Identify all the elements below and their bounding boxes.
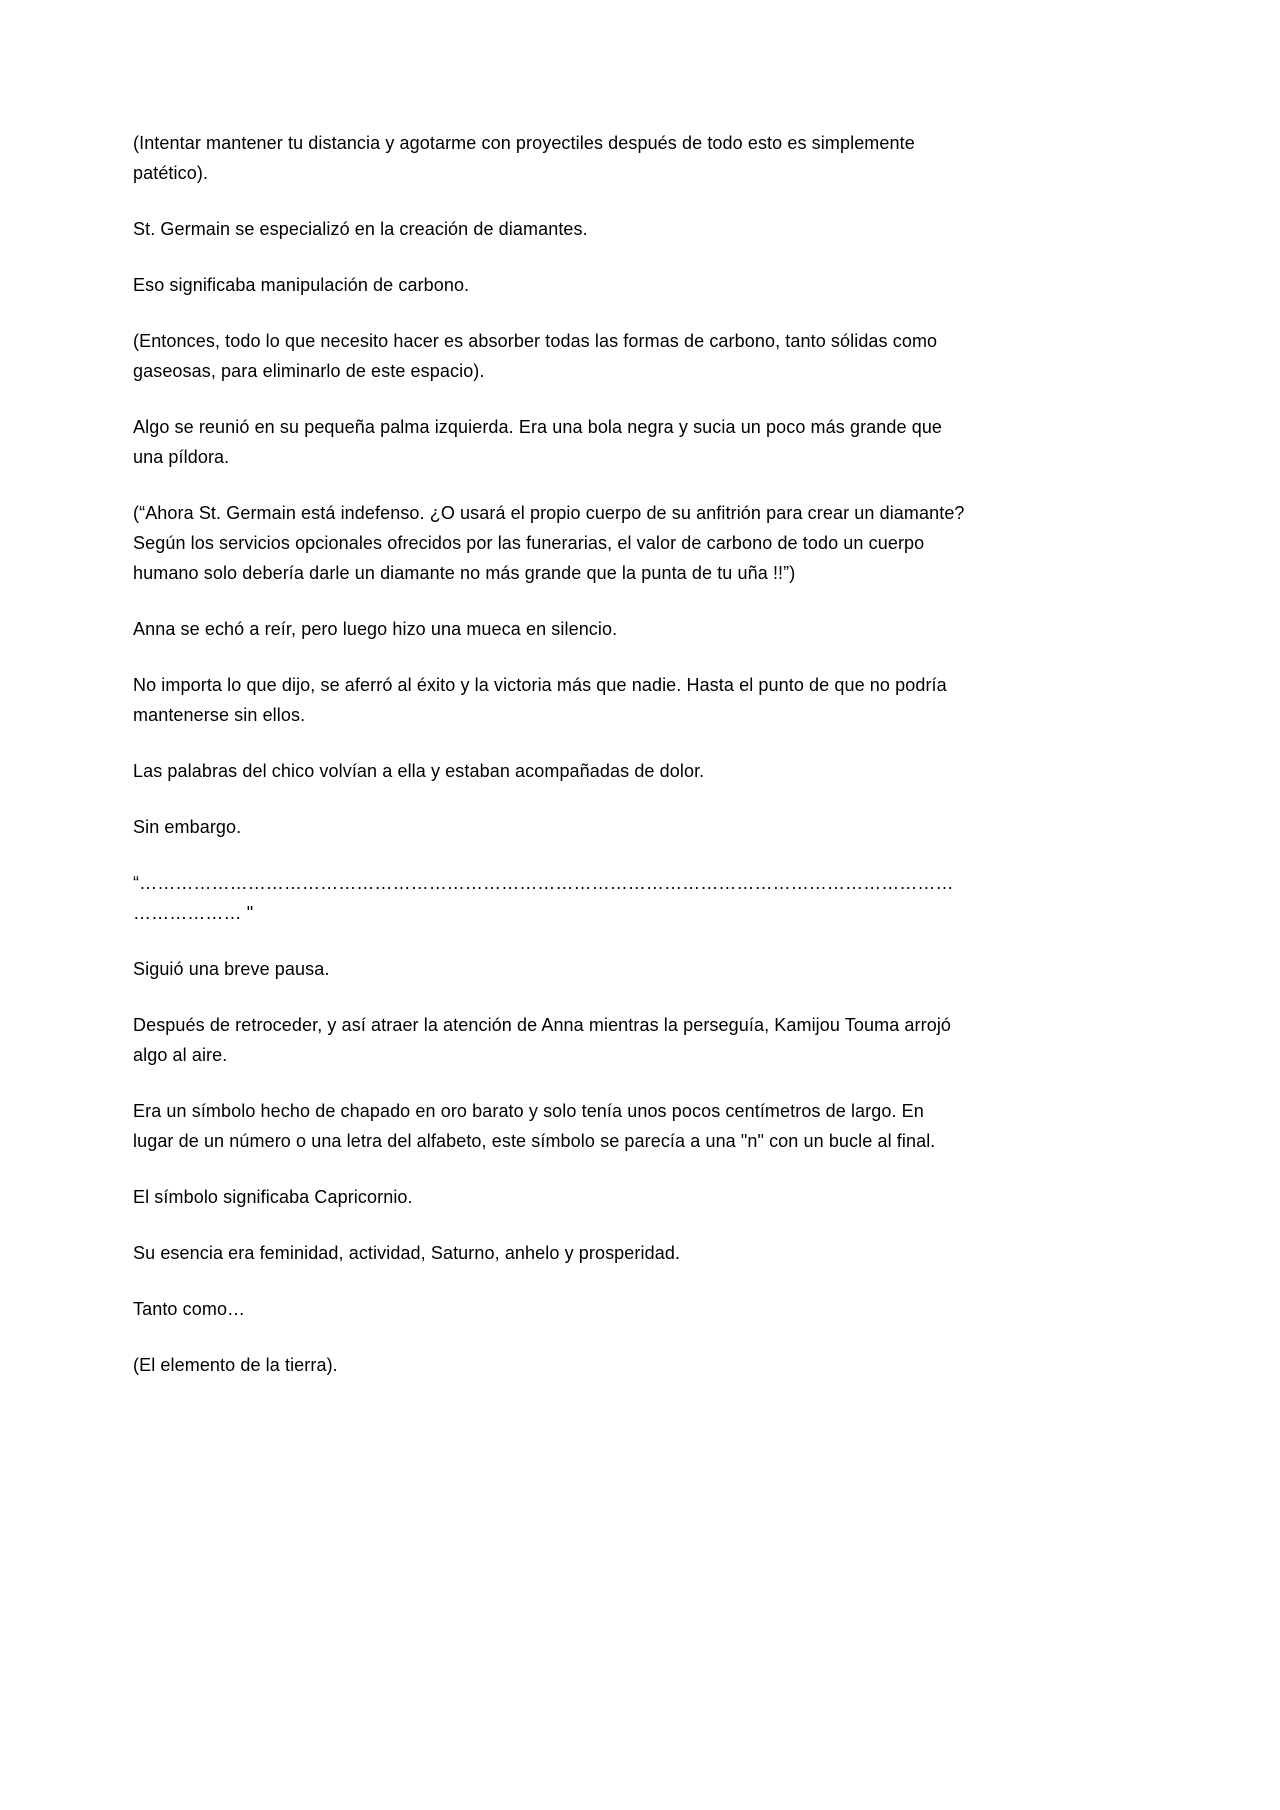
paragraph: (Entonces, todo lo que necesito hacer es absorber todas las formas de carbono, tanto sólidas como gaseosas, para eliminarlo de este espacio). xyxy=(133,331,938,381)
paragraph: Su esencia era feminidad, actividad, Saturno, anhelo y prosperidad. xyxy=(133,1243,681,1263)
paragraph: (El elemento de la tierra). xyxy=(133,1355,338,1375)
paragraph: Algo se reunió en su pequeña palma izquierda. Era una bola negra y sucia un poco más grande que una píldora. xyxy=(133,417,943,467)
paragraph: No importa lo que dijo, se aferró al éxito y la victoria más que nadie. Hasta el punto de que no podría mantenerse sin ellos. xyxy=(133,675,947,725)
paragraph: Eso significaba manipulación de carbono. xyxy=(133,275,470,295)
paragraph: El símbolo significaba Capricornio. xyxy=(133,1187,413,1207)
paragraph: Sin embargo. xyxy=(133,817,242,837)
paragraph: (“Ahora St. Germain está indefenso. ¿O usará el propio cuerpo de su anfitrión para crear un diamante? Según los servicios opcionales ofrecidos por las funerarias, el valor de carbono de todo un cuerpo humano solo debería darle un diamante no más grande que la punta de tu uña !!”) xyxy=(133,503,965,583)
paragraph: (Intentar mantener tu distancia y agotarme con proyectiles después de todo esto es simplemente patético). xyxy=(133,133,915,183)
paragraph: St. Germain se especializó en la creación de diamantes. xyxy=(133,219,588,239)
paragraph: Después de retroceder, y así atraer la atención de Anna mientras la perseguía, Kamijou Touma arrojó algo al aire. xyxy=(133,1015,952,1065)
paragraph: Era un símbolo hecho de chapado en oro barato y solo tenía unos pocos centímetros de largo. En lugar de un número o una letra del alfabeto, este símbolo se parecía a una "n" con un bucle al final. xyxy=(133,1101,936,1151)
paragraph: Las palabras del chico volvían a ella y estaban acompañadas de dolor. xyxy=(133,761,705,781)
paragraph: Siguió una breve pausa. xyxy=(133,959,330,979)
ellipsis-quote-paragraph: “……………………………………………………………………………………………………………………………………… " xyxy=(133,873,954,923)
paragraph: Anna se echó a reír, pero luego hizo una mueca en silencio. xyxy=(133,619,618,639)
paragraph: Tanto como… xyxy=(133,1299,246,1319)
